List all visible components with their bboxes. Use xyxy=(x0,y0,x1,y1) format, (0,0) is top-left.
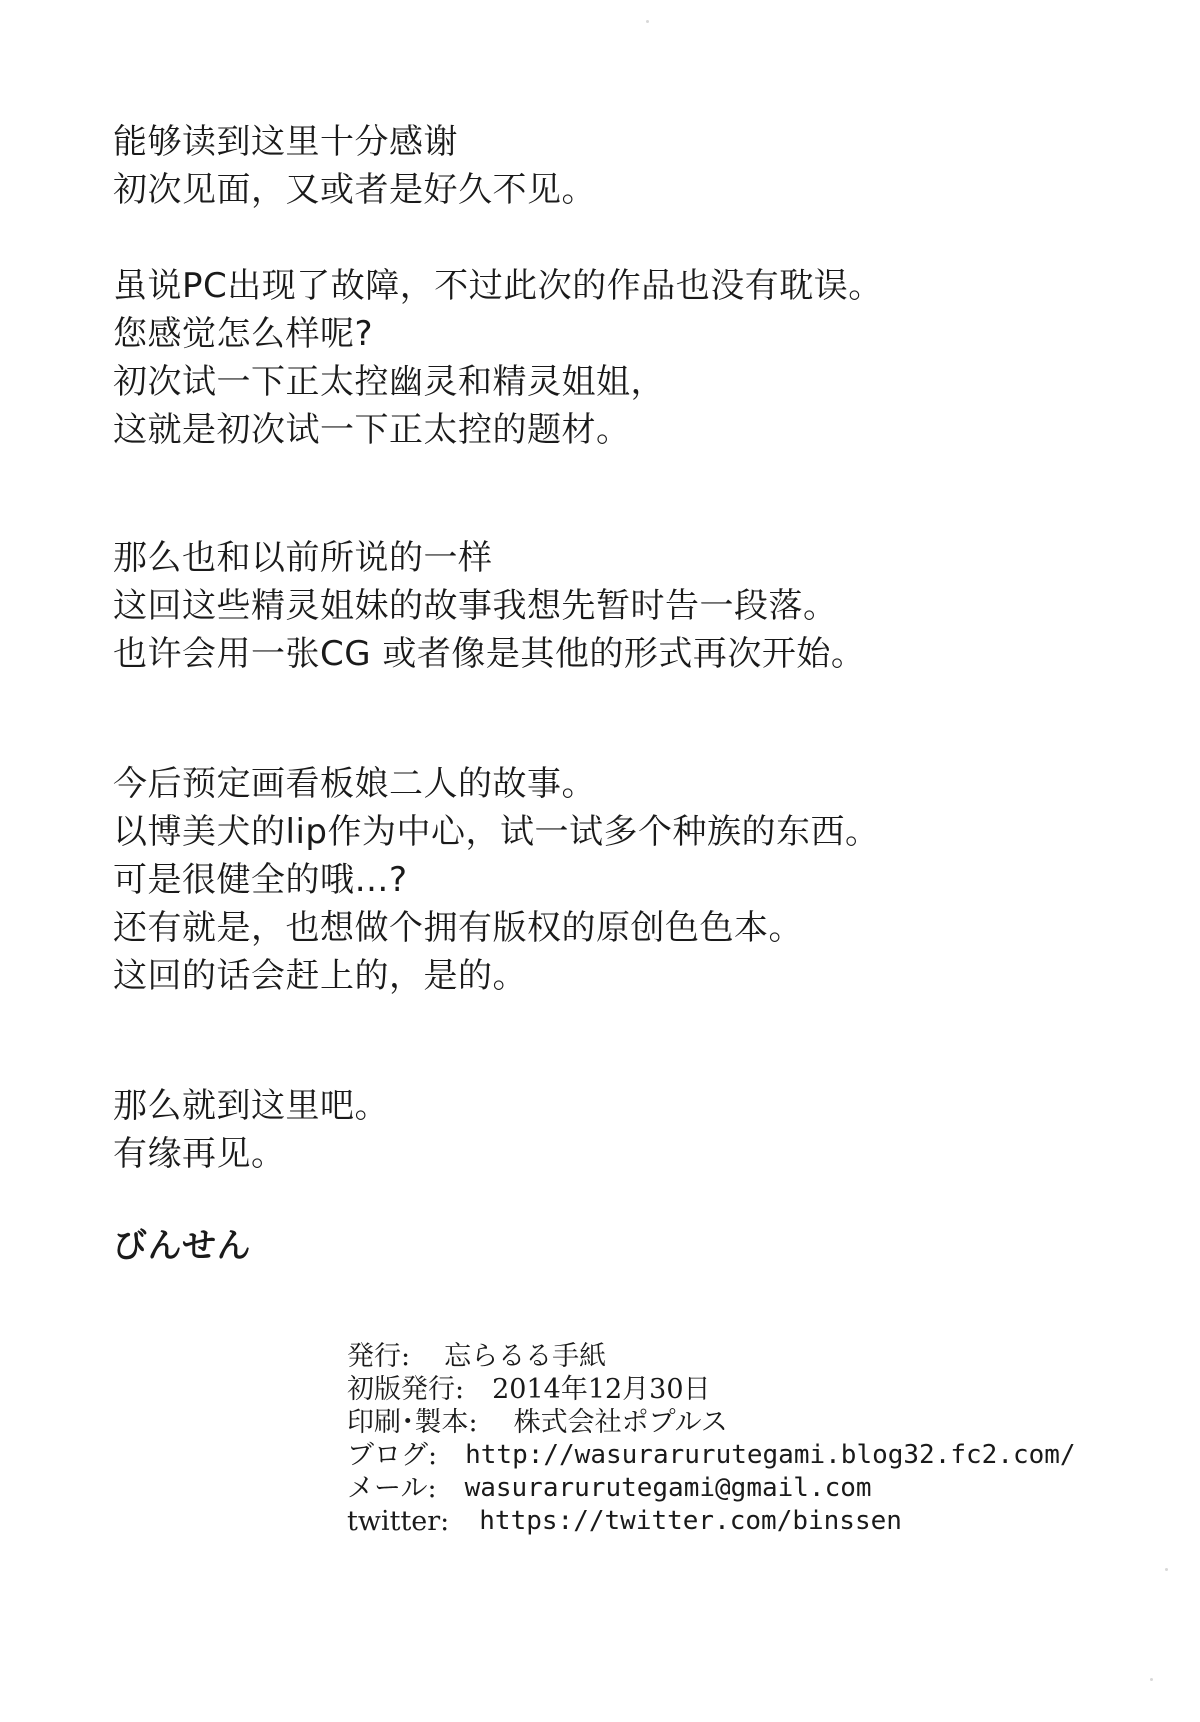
text-line: 也许会用一张CG 或者像是其他的形式再次开始。 xyxy=(113,634,866,674)
text-line: 有缘再见。 xyxy=(113,1134,286,1174)
first-edition-date: 2014年12月30日 xyxy=(492,1374,711,1405)
printer-label: 印刷･製本: xyxy=(347,1407,478,1438)
paper-speck xyxy=(1165,1568,1168,1571)
text-line: 那么也和以前所说的一样 xyxy=(113,538,493,578)
paragraph-spacer xyxy=(113,214,1113,262)
text-line: 这就是初次试一下正太控的题材。 xyxy=(113,410,631,450)
text-line: 今后预定画看板娘二人的故事。 xyxy=(113,764,596,804)
blog-label: ブログ: xyxy=(347,1440,438,1471)
paragraph-spacer xyxy=(113,678,1113,760)
afterword-text xyxy=(113,118,1113,1270)
paragraph-spacer xyxy=(113,1000,1113,1082)
text-line: 您感觉怎么样呢? xyxy=(113,314,374,354)
afterword-paragraph-greeting xyxy=(113,118,1113,214)
text-line: 虽说PC出现了故障，不过此次的作品也没有耽误。 xyxy=(113,266,883,306)
text-line: 那么就到这里吧。 xyxy=(113,1086,389,1126)
colophon-twitter-row xyxy=(347,1505,1167,1538)
mail-address: wasurarurutegami@gmail.com xyxy=(464,1473,872,1503)
colophon-blog-row xyxy=(347,1439,1167,1472)
publisher-label: 発行: xyxy=(347,1341,411,1372)
colophon-printer-row xyxy=(347,1406,1167,1439)
text-line: 还有就是，也想做个拥有版权的原创色色本。 xyxy=(113,908,803,948)
afterword-paragraph-farewell xyxy=(113,1082,1113,1178)
text-line: 可是很健全的哦…? xyxy=(113,860,408,900)
text-line: 以博美犬的lip作为中心，试一试多个种族的东西。 xyxy=(113,812,880,852)
first-edition-label: 初版発行: xyxy=(347,1374,465,1405)
text-line: 这回的话会赶上的，是的。 xyxy=(113,956,527,996)
paper-speck xyxy=(646,20,649,23)
blog-url: http://wasurarurutegami.blog32.fc2.com/ xyxy=(465,1440,1076,1470)
mail-label: メール: xyxy=(347,1473,437,1504)
text-line: 初次试一下正太控幽灵和精灵姐姐， xyxy=(113,362,665,402)
afterword-paragraph-work xyxy=(113,262,1113,454)
paper-speck xyxy=(1150,1678,1153,1681)
colophon-mail-row xyxy=(347,1472,1167,1505)
paragraph-spacer xyxy=(113,1178,1113,1222)
text-line: 初次见面，又或者是好久不见。 xyxy=(113,170,596,210)
colophon-date-row xyxy=(347,1373,1167,1406)
author-signature: びんせん xyxy=(113,1226,251,1266)
twitter-label: twitter: xyxy=(347,1506,450,1537)
colophon-publisher-row xyxy=(347,1340,1167,1373)
publisher-value: 忘らるる手紙 xyxy=(444,1341,607,1372)
printer-value: 株式会社ポプルス xyxy=(513,1407,728,1438)
afterword-paragraph-series xyxy=(113,534,1113,678)
paragraph-spacer xyxy=(113,454,1113,534)
text-line: 能够读到这里十分感谢 xyxy=(113,122,458,162)
twitter-url: https://twitter.com/binssen xyxy=(479,1506,902,1536)
afterword-paragraph-plans xyxy=(113,760,1113,1000)
colophon xyxy=(347,1340,1167,1538)
text-line: 这回这些精灵姐妹的故事我想先暂时告一段落。 xyxy=(113,586,838,626)
